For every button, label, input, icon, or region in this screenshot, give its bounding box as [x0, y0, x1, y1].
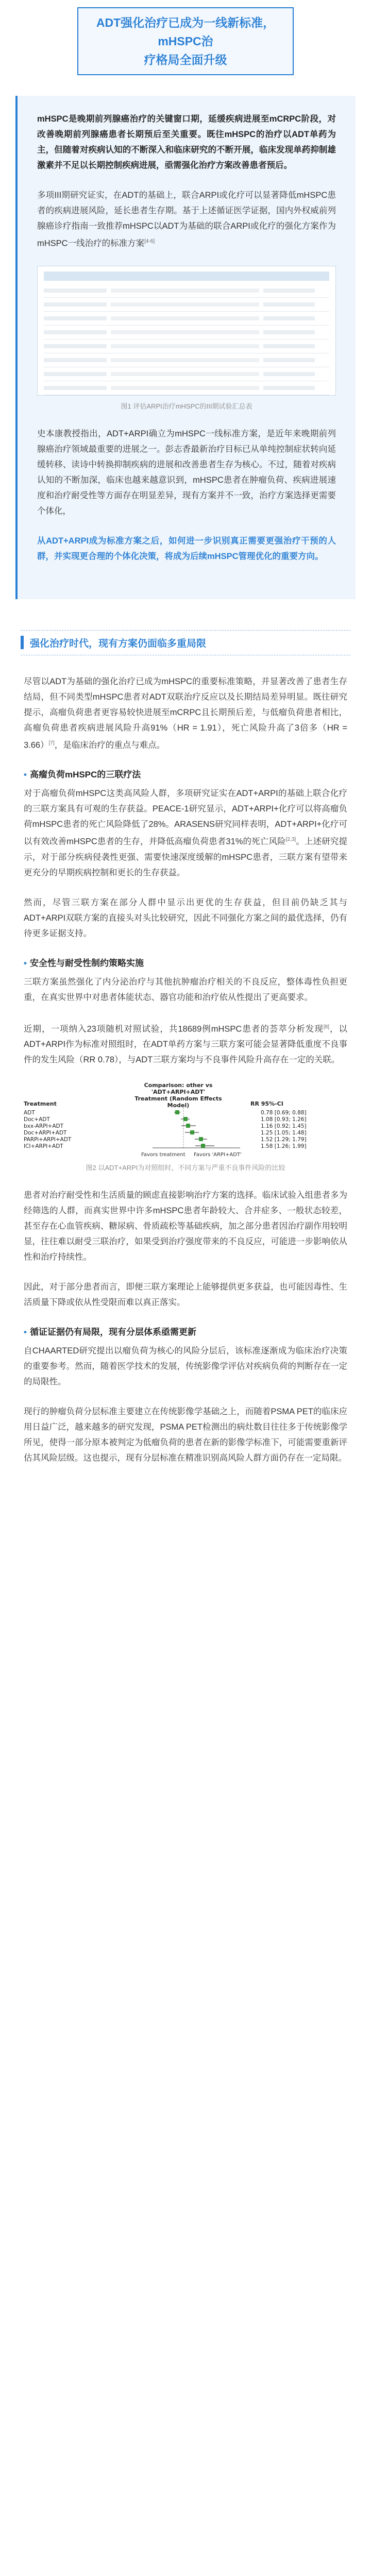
body-paragraph-1: 尽管以ADT为基础的强化治疗已成为mHSPC的重要标准策略，并显著改善了患者生存结局，但不同类型mHSPC患者对ADT双联治疗反应以及长期结局差异明显。既往研究提示，高瘤负荷患者更容易较快进展至mCRPC且长期预后差，与低瘤负荷患者相比，高瘤负荷患者疾病进展风险升高91%（HR = 1.91），死亡风险升高了3倍多（HR = 3.66）[7]，是临床治疗的重点与难点。 — [24, 676, 347, 750]
section-header — [21, 630, 350, 655]
subheading-3: • 循证证据仍有局限，现有分层体系亟需更新 — [24, 1327, 196, 1337]
body-paragraph-5: 近期，一项纳入23项随机对照试验，共18689例mHSPC患者的荟萃分析发现[8]，以ADT+ARPI作为标准对照组时，在ADT单药方案与三联方案可能会显著降低重度不良事件的发生风险（RR 0.78），与ADT三联方案均与不良事件风险升高存在一定的关联。 — [24, 1024, 348, 1064]
forest-row-value: 1.52 [1.29; 1.79] — [261, 1137, 307, 1143]
forest-row-value: 1.08 [0.93; 1.26] — [261, 1116, 307, 1123]
trial-summary-table-image — [37, 266, 336, 396]
forest-row-label: Doc+ARPI+ADT — [24, 1130, 67, 1136]
intro-paragraph-4: 从ADT+ARPI成为标准方案之后，如何进一步识别真正需要更强治疗干预的人群，并实现更合理的个体化决策，将成为后续mHSPC管理优化的重要方向。 — [37, 536, 336, 561]
body-paragraph-7: 因此，对于部分患者而言，即便三联方案理论上能够提供更多获益，也可能因毒性、生活质量下降或依从性受限而难以真正落实。 — [24, 1282, 347, 1307]
body-paragraph-3: 然而，尽管三联方案在部分人群中显示出更优的生存获益，但目前仍缺乏其与ADT+ARPI双联方案的直接头对头比较研究，因此不同强化方案之间的最优选择，仍有待更多证据支持。 — [24, 897, 347, 938]
forest-row-label: bxx-ARPI+ADT — [24, 1123, 64, 1129]
subheading-1: • 高瘤负荷mHSPC的三联疗法 — [24, 770, 141, 779]
section-marker — [21, 636, 24, 649]
forest-point — [175, 1110, 179, 1114]
body-paragraph-6: 患者对治疗耐受性和生活质量的顾虑直接影响治疗方案的选择。临床试验入组患者多为经筛选的人群，而真实世界中许多mHSPC患者年龄较大、合并症多、一般状态较差，甚至存在心血管疾病、糖尿病、骨质疏松等基础疾病，加之部分患者因治疗副作用较明显，往往难以耐受三联治疗，如果受到治疗强度带来的不良反应，可能进一步影响依从性和治疗持续性。 — [24, 1191, 347, 1262]
forest-row-value: 1.58 [1.26; 1.99] — [261, 1143, 307, 1149]
forest-row-label: ICI+ARPI+ADT — [24, 1143, 63, 1149]
forest-row-value: 0.78 [0.69; 0.88] — [261, 1110, 307, 1116]
forest-row-value: 1.25 [1.05; 1.48] — [261, 1130, 307, 1136]
figure-2-caption: 图2 以ADT+ARPI为对照组时，不同方案与严重不良事件风险的比较 — [86, 1164, 285, 1172]
forest-row-label: ADT — [24, 1110, 35, 1116]
forest-favors-left: Favors treatment — [141, 1152, 185, 1158]
intro-paragraph-2: 多项III期研究证实，在ADT的基础上，联合ARPI或化疗可以显著降低mHSPC患者的疾病进展风险，延长患者生存期。基于上述循证医学证据，国内外权威前列腺癌诊疗指南一致推荐mHSPC以ADT为基础的联合ARPI或化疗的强化方案作为mHSPC一线治疗的标准方案[4-6] — [37, 191, 336, 248]
forest-plot — [24, 1082, 347, 1159]
intro-paragraph-1: mHSPC是晚期前列腺癌治疗的关键窗口期，延缓疾病进展至mCRPC阶段，对改善晚期前列腺癌患者长期预后至关重要。既往mHSPC的治疗以ADT单药为主，但随着对疾病认知的不断深入和临床研究的不断开展，临床发现单药抑制雄激素并不足以长期控制疾病进展，亟需强化治疗方案改善患者预后。 — [37, 114, 336, 170]
forest-plot-rr-header: RR 95%-CI — [250, 1100, 283, 1107]
forest-favors-right: Favors 'ARPI+ADT' — [194, 1152, 242, 1158]
figure-1-caption: 图1 评估ARPI治疗mHSPC的III期试验汇总表 — [121, 402, 252, 410]
forest-point — [199, 1137, 203, 1141]
body-paragraph-8: 自CHAARTED研究提出以瘤负荷为核心的风险分层后，该标准逐渐成为临床治疗决策的重要参考。然而，随着医学技术的发展，传统影像学评估对疾病负荷的判断存在一定的局限性。 — [24, 1346, 347, 1386]
forest-point — [186, 1124, 190, 1128]
forest-row-label: Doc+ADT — [24, 1116, 50, 1123]
intro-card — [15, 96, 356, 599]
page-title-line-2: 疗格局全面升级 — [144, 53, 227, 66]
forest-plot-title: Comparison: other vs 'ADT+ARPI+ADT' Treatment (Random Effects Model) — [134, 1082, 222, 1109]
section-title: 强化治疗时代，现有方案仍面临多重局限 — [30, 638, 207, 649]
section-body — [24, 674, 347, 1466]
forest-point — [201, 1144, 205, 1148]
body-paragraph-4: 三联方案虽然强化了内分泌治疗与其他抗肿瘤治疗相关的不良反应，整体毒性负担更重，在真实世界中对患者体能状态、器官功能和治疗依从性提出了更高要求。 — [24, 977, 347, 1002]
subheading-2: • 安全性与耐受性制约策略实施 — [24, 958, 144, 968]
intro-paragraph-3: 史本康教授指出，ADT+ARPI确立为mHSPC一线标准方案，是近年来晚期前列腺癌治疗领域最重要的进展之一。彭志香最新治疗目标已从单纯控制症状转向延缓转移、读诗中转换抑制疾病的进展和改善患者生存为核心。不过，随着对疾病认知的不断加深，临床也越来越意识到，mHSPC患者在肿瘤负荷、疾病进展速度和治疗耐受性等方面存在明显差异，现有方案并不一致，治疗方案选择更需要个体化， — [37, 429, 336, 516]
forest-point — [183, 1117, 188, 1121]
page-title-line-1: ADT强化治疗已成为一线新标准，mHSPC治 — [96, 16, 275, 48]
forest-point — [190, 1130, 194, 1134]
body-paragraph-9: 现行的肿瘤负荷分层标准主要建立在传统影像学基础之上，而随着PSMA PET的临床应用日益广泛，越来越多的研究发现，PSMA PET检测出的病灶数目往往多于传统影像学所见，使得一部分原本被判定为低瘤负荷的患者在新的影像学标准下，可能需要重新评估其风险层级。这也提示，现有分层标准在精准识别高风险人群方面仍存在一定局限。 — [24, 1407, 347, 1463]
forest-plot-graphic — [142, 1107, 245, 1153]
body-paragraph-2: 对于高瘤负荷mHSPC这类高风险人群，多项研究证实在ADT+ARPI的基础上联合化疗的三联方案具有可观的生存获益。PEACE-1研究显示，ADT+ARPI+化疗可以将高瘤负荷mHSPC患者的死亡风险降低了28%。ARASENS研究同样表明，ADT+ARPI+化疗可以有效改善mHSPC患者的生存，并降低高瘤负荷患者31%的死亡风险[2,3]。上述研究提示，对于部分疾病侵袭性更强、需要快速深度缓解的mHSPC患者，三联方案有望带来更充分的早期疾病控制和更长的生存获益。 — [24, 789, 347, 877]
forest-plot-treatment-header: Treatment — [24, 1100, 57, 1107]
forest-row-label: PARPi+ARPI+ADT — [24, 1137, 72, 1143]
forest-row-value: 1.16 [0.92; 1.45] — [261, 1123, 307, 1129]
page-title-banner — [77, 7, 294, 75]
